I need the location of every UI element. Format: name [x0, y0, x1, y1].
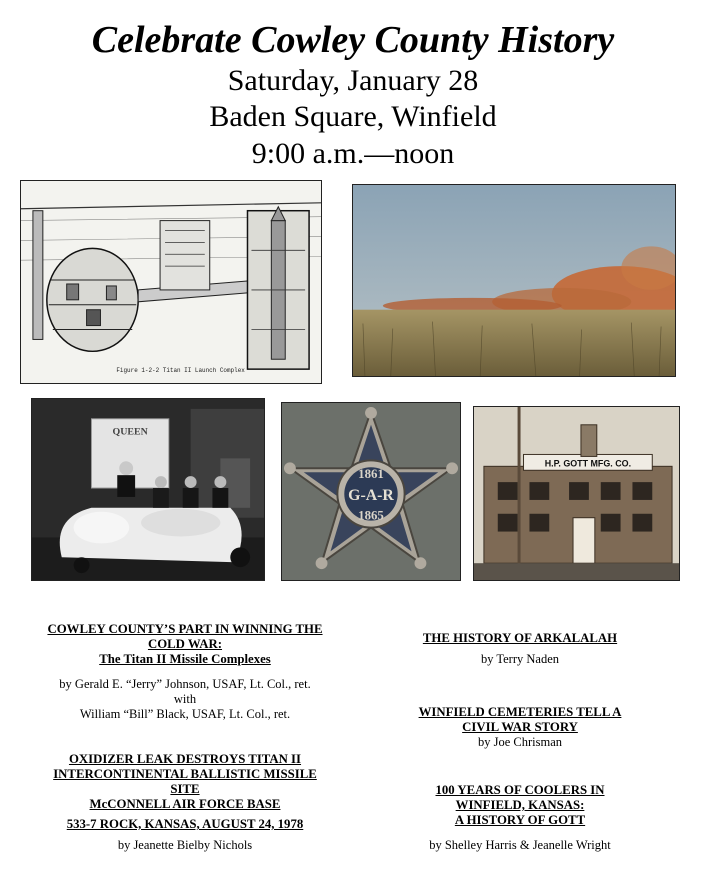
event-time: 9:00 a.m.—noon — [251, 137, 455, 170]
oxidizer-cloud-photo — [352, 184, 676, 377]
article-byline: by Joe Chrisman — [477, 735, 563, 749]
drawing-caption: Figure 1-2-2 Titan II Launch Complex — [116, 367, 245, 375]
article-byline: by Terry Naden — [480, 652, 560, 666]
gott-sign-text: H.P. GOTT MFG. CO. — [544, 458, 632, 469]
article-cemeteries — [380, 705, 660, 750]
article-title-line: SITE — [170, 782, 200, 796]
article-title-line: 100 YEARS OF COOLERS IN — [435, 783, 605, 797]
article-arkalalah — [380, 631, 660, 667]
article-title-line: WINFIELD, KANSAS: — [455, 798, 585, 812]
article-byline: by Gerald E. “Jerry” Johnson, USAF, Lt. Col., ret. — [59, 677, 311, 691]
article-title-line: McCONNELL AIR FORCE BASE — [89, 797, 281, 811]
badge-year-top: 1861 — [358, 467, 384, 482]
article-title-line: 533-7 ROCK, KANSAS, AUGUST 24, 1978 — [66, 817, 304, 831]
article-oxidizer-leak — [30, 752, 340, 853]
article-title-line: WINFIELD CEMETERIES TELL A — [418, 705, 622, 719]
article-title-line: COWLEY COUNTY’S PART IN WINNING THE — [47, 622, 323, 636]
badge-year-bottom: 1865 — [358, 508, 384, 523]
article-gott-coolers — [380, 783, 660, 853]
article-title-line: OXIDIZER LEAK DESTROYS TITAN II — [68, 752, 302, 766]
float-banner-text: QUEEN — [112, 426, 148, 438]
event-date: Saturday, January 28 — [227, 64, 479, 97]
article-subtitle: The Titan II Missile Complexes — [99, 652, 271, 666]
parade-float-photo — [31, 398, 265, 581]
article-title-line: CIVIL WAR STORY — [462, 720, 578, 734]
gott-factory-photo — [473, 406, 680, 581]
article-cold-war — [30, 622, 340, 722]
badge-letters: G-A-R — [348, 486, 394, 504]
article-title-line: INTERCONTINENTAL BALLISTIC MISSILE — [53, 767, 317, 781]
titan-launch-complex-drawing — [20, 180, 322, 384]
article-byline: by Jeanette Bielby Nichols — [117, 838, 253, 852]
article-title-line: COLD WAR: — [147, 637, 223, 651]
article-title-line: A HISTORY OF GOTT — [454, 813, 586, 827]
article-byline: William “Bill” Black, USAF, Lt. Col., ret. — [79, 707, 291, 721]
article-byline: with — [173, 692, 197, 706]
event-location: Baden Square, Winfield — [209, 100, 497, 133]
page-title: Celebrate Cowley County History — [91, 19, 615, 61]
article-byline: by Shelley Harris & Jeanelle Wright — [429, 838, 611, 852]
gar-star-badge-photo — [281, 402, 461, 581]
article-title-line: THE HISTORY OF ARKALALAH — [422, 631, 618, 645]
